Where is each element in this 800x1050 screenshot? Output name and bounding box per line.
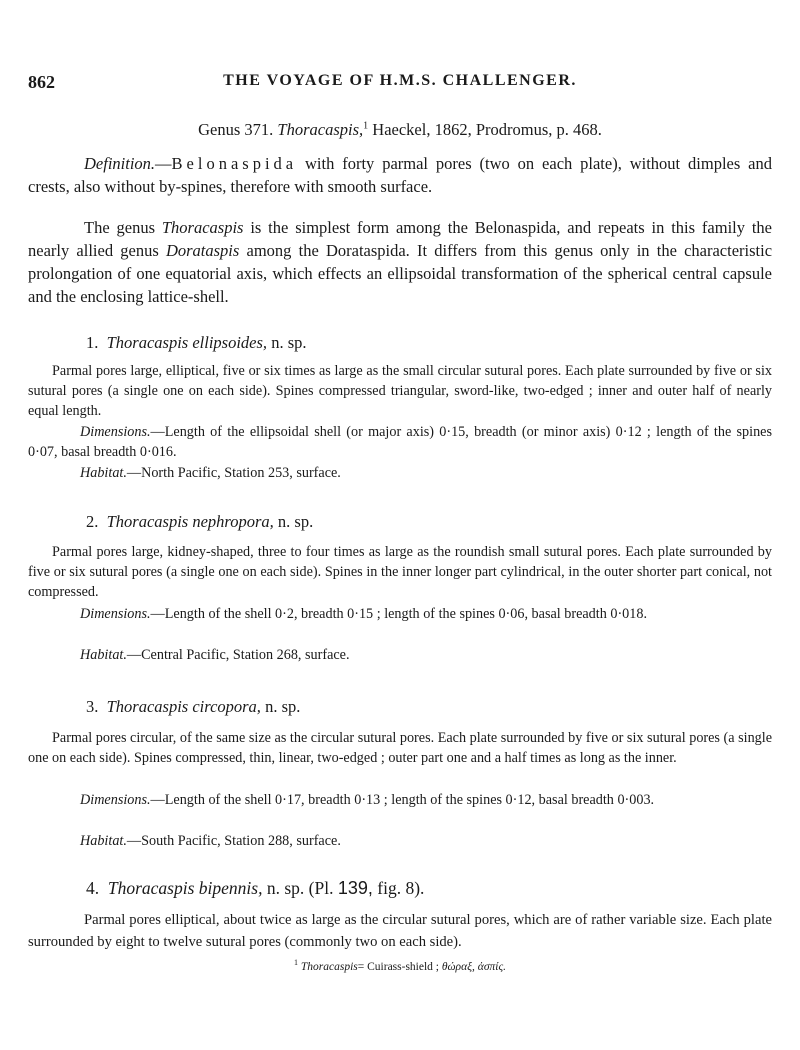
species-heading — [86, 333, 306, 353]
intro-text-1: The genus — [84, 218, 155, 237]
running-title: THE VOYAGE OF H.M.S. CHALLENGER. — [223, 72, 577, 89]
species-heading — [86, 878, 424, 899]
species-description: Parmal pores elliptical, about twice as large as the circular sutural pores, which are of rather variable size. Each plate surrounded by eight to twelve sutural pores (commonly two on each side). — [28, 912, 772, 950]
habitat-text: —South Pacific, Station 288, surface. — [126, 833, 341, 849]
plate-number: 139, — [337, 878, 373, 898]
species-number: 4. — [86, 878, 100, 898]
species-description: Parmal pores large, kidney-shaped, three to four times as large as the roundish small sutural pores. Each plate surrounded by five or six sutural pores (a single one on each side). Spines in the inner longer part cylindrical, in the outer shorter part conical, not compressed. — [28, 544, 772, 600]
intro-genus: Thoracaspis — [161, 218, 244, 237]
definition-text: with forty parmal pores (two on each plate), without dimples and crests, also without by-spines, therefore with smooth surface. — [28, 154, 772, 196]
species-habitat — [28, 831, 772, 851]
species-description: Parmal pores circular, of the same size as the circular sutural pores. Each plate surrounded by five or six sutural pores (a single one on each side). Spines compressed, thin, linear, two-edged ; outer part one and a half times as long as the inner. — [28, 730, 772, 766]
page-header — [28, 72, 772, 96]
species-suffix: n. sp. — [271, 333, 307, 352]
species-name: Thoracaspis ellipsoides, — [106, 333, 268, 352]
footnote-text: = Cuirass-shield ; — [357, 960, 439, 973]
species-number: 2. — [86, 512, 99, 531]
species-suffix: n. sp. — [277, 512, 314, 531]
species-habitat — [28, 645, 772, 665]
genus-name: Thoracaspis, — [277, 120, 364, 139]
dimensions-label: Dimensions. — [80, 606, 151, 622]
intro-text-2: is the simplest form among the Belonaspida, and repeats in this family the nearly allied genus — [28, 218, 772, 260]
species-suffix: n. sp. (Pl. — [266, 878, 334, 898]
species-number: 1. — [86, 333, 99, 352]
intro-paragraph — [28, 216, 772, 308]
habitat-text: —Central Pacific, Station 268, surface. — [126, 647, 350, 663]
definition-paragraph — [28, 152, 772, 198]
habitat-label: Habitat. — [80, 833, 127, 849]
footnote-greek: θώραξ, ἀσπίς. — [441, 960, 506, 973]
species-heading — [86, 512, 313, 532]
definition-dash: — — [155, 154, 172, 173]
habitat-label: Habitat. — [80, 647, 127, 663]
species-heading — [86, 697, 300, 717]
species-dimensions — [28, 790, 772, 810]
habitat-text: —North Pacific, Station 253, surface. — [126, 465, 341, 481]
dimensions-label: Dimensions. — [80, 424, 151, 440]
species-name: Thoracaspis bipennis, — [107, 878, 263, 898]
genus-prefix: Genus 371. — [198, 120, 274, 139]
figure-ref: fig. 8). — [377, 878, 425, 898]
footnote — [0, 958, 800, 973]
definition-label: Definition. — [84, 154, 156, 173]
species-habitat — [28, 463, 772, 483]
species-description: Parmal pores large, elliptical, five or six times as large as the small circular sutural pores. Each plate surrounded by five or six sutural pores (a single one on each side). Spines compressed triangular, sword-like, two-edged ; inner and outer half of nearly equal length. — [28, 363, 772, 419]
footnote-mark: 1 — [294, 958, 299, 967]
dimensions-text: —Length of the shell 0·2, breadth 0·15 ; length of the spines 0·06, basal breadth 0·018. — [150, 606, 647, 622]
species-dimensions — [28, 604, 772, 624]
species-number: 3. — [86, 697, 99, 716]
definition-family: Belonaspida — [171, 154, 298, 173]
footnote-term: Thoracaspis — [300, 960, 358, 973]
intro-ally: Dorataspis — [165, 241, 240, 260]
footnote-ref: 1 — [363, 120, 369, 132]
species-name: Thoracaspis nephropora, — [106, 512, 274, 531]
intro-text-3: among the Dorataspida. It differs from this genus only in the characteristic prolongation of one equatorial axis, which effects an ellipsoidal transformation of the spherical central capsule and the enclosing lattice-shell. — [28, 241, 773, 306]
dimensions-text: —Length of the ellipsoidal shell (or major axis) 0·15, breadth (or minor axis) 0·12 ; length of the spines 0·07, basal breadth 0·016. — [28, 424, 772, 460]
page-number: 862 — [28, 72, 55, 92]
genus-title — [28, 120, 772, 140]
dimensions-label: Dimensions. — [80, 792, 151, 808]
habitat-label: Habitat. — [80, 465, 127, 481]
species-name: Thoracaspis circopora, — [106, 697, 261, 716]
dimensions-text: —Length of the shell 0·17, breadth 0·13 ; length of the spines 0·12, basal breadth 0·003. — [150, 792, 655, 808]
species-suffix: n. sp. — [265, 697, 301, 716]
genus-citation: Haeckel, 1862, Prodromus, p. 468. — [372, 120, 602, 139]
species-dimensions — [28, 422, 772, 462]
